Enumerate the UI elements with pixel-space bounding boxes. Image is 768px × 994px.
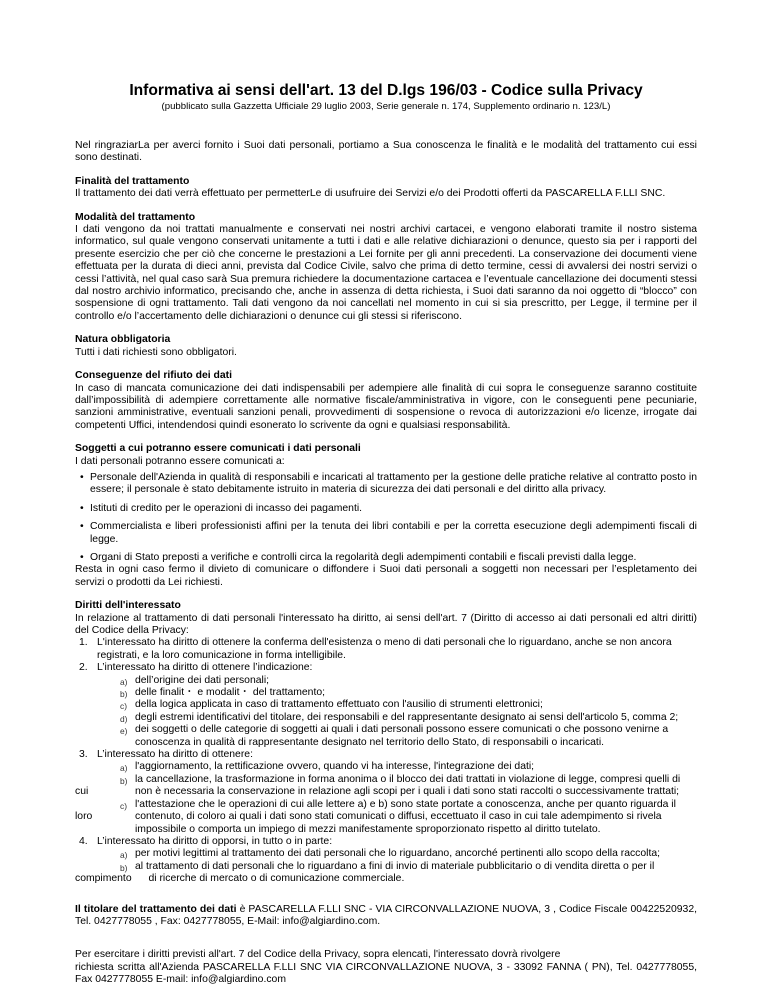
section-finalita xyxy=(75,176,697,201)
sub-text: l'attestazione che le operazioni di cui alle lettere a) e b) sono state portate a conoscenza, anche per quanto riguarda il contenuto, di coloro ai quali i dati sono stati comunicati o diffusi, eccettuato il caso in cui tale adempimento si rivela impossibile o comporta un impiego di mezzi manifestamente sproporzionato rispetto al diritto tutelato. xyxy=(135,798,676,835)
item-number: 2. xyxy=(79,662,88,674)
section-soggetti xyxy=(75,443,697,589)
section-title: Diritti dell'interessato xyxy=(75,600,181,612)
document-page xyxy=(75,82,697,987)
section-text: Il trattamento dei dati verrà effettuato per permetterLe di usufruire dei Servizi e/o dei Prodotti offerti da PASCARELLA F.LLI SNC. xyxy=(75,188,666,200)
sub-list xyxy=(120,674,697,749)
sub-item xyxy=(120,674,697,687)
list-item xyxy=(75,637,697,662)
sub-letter: c) xyxy=(120,701,127,712)
sub-text: della logica applicata in caso di trattamento effettuato con l'ausilio di strumenti elettronici; xyxy=(135,699,543,711)
list-item xyxy=(75,836,697,886)
section-natura xyxy=(75,334,697,359)
sub-item xyxy=(120,699,697,712)
document-title: Informativa ai sensi dell'art. 13 del D.lgs 196/03 - Codice sulla Privacy xyxy=(129,82,643,99)
section-modalita xyxy=(75,212,697,324)
sub-item xyxy=(120,860,697,873)
sub-letter: e) xyxy=(120,726,128,737)
continuation-line xyxy=(75,873,697,885)
sub-text: al trattamento di dati personali che lo riguardano a fini di invio di materiale pubblicitario o di vendita diretta o per il xyxy=(135,860,655,872)
sub-letter: b) xyxy=(120,689,128,700)
titolare-text: è PASCARELLA F.LLI SNC - VIA CIRCONVALLAZIONE NUOVA, 3 , Codice Fiscale 00422520932, Tel. 0427778055 , Fax: 0427778055, E-Mail: info@algiardino.com. xyxy=(75,903,697,927)
sub-item xyxy=(75,773,697,799)
section-title: Finalità del trattamento xyxy=(75,175,190,187)
sub-letter: d) xyxy=(120,713,128,724)
esercizio-line: richiesta scritta all'Azienda PASCARELLA F.LLI SNC VIA CIRCONVALLAZIONE NUOVA, 3 - 33092 FANNA ( PN), Tel. 0427778055, Fax 0427778055 E-mail: info@algiardino.com xyxy=(75,961,697,986)
esercizio-paragraph xyxy=(75,949,697,986)
titolare-label: Il titolare del trattamento dei dati xyxy=(75,903,237,915)
sub-item xyxy=(120,687,697,700)
sub-text: delle finalit・ e modalit・ del trattamento; xyxy=(135,687,326,699)
item-number: 1. xyxy=(79,637,88,649)
sub-letter: b) xyxy=(120,862,128,873)
titolare-paragraph xyxy=(75,904,697,929)
section-title: Natura obbligatoria xyxy=(75,334,171,346)
sub-letter: a) xyxy=(120,676,128,687)
side-word: cui xyxy=(75,785,89,797)
section-text: I dati vengono da noi trattati manualmente e conservati nei nostri archivi cartacei, e vengono elaborati tramite il nostro sistema informatico, sul quale vengono conservati unitamente a tutti i dati e alle relative dichiarazioni o denunce, questo sia per i rapporti del presente esercizio che per ciò che concerne le prestazioni a Lei fornite per gli anni precedenti. La conservazione dei documenti viene effettuata per la durata di dieci anni, prevista dal Codice Civile, salvo che prima di detto termine, cessi di avvalersi dei nostri servizi o cessi l’attività, nel qual caso sarà Sua premura richiedere la documentazione cartacea e l’eventuale cancellazione dei documenti stessi dal nostro archivio informatico, precisando che, anche in assenza di detta richiesta, i Suoi dati saranno da noi oggetto di “blocco” con sospensione di ogni trattamento. Tali dati vengono da noi cancellati nel momento in cui si sia prescritto, per Legge, il termine per il controllo e/o l’accertamento delle dichiarazioni o denunce cui gli stessi si riferiscono. xyxy=(75,224,697,322)
sub-text: per motivi legittimi al trattamento dei dati personali che lo riguardano, ancorché pertinenti allo scopo della raccolta; xyxy=(135,848,661,860)
section-diritti xyxy=(75,600,697,885)
section-title: Modalità del trattamento xyxy=(75,211,196,223)
section-intro: In relazione al trattamento di dati personali l'interessato ha diritto, ai sensi dell'art. 7 (Diritto di accesso ai dati personali ed altri diritti) del Codice della Privacy: xyxy=(75,612,697,636)
list-item: • Organi di Stato preposti a verifiche e controlli circa la regolarità degli adempimenti contabili e fiscali previsti dalla legge. xyxy=(75,552,697,564)
item-text: L’interessato ha diritto di ottenere: xyxy=(97,749,253,761)
sub-text: l'aggiornamento, la rettificazione ovvero, quando vi ha interesse, l'integrazione dei dati; xyxy=(135,761,535,773)
section-intro: I dati personali potranno essere comunicati a: xyxy=(75,455,285,467)
sub-list xyxy=(75,761,697,835)
section-text: In caso di mancata comunicazione dei dati indispensabili per adempiere alle finalità di cui sopra le conseguenze saranno costituite dall’impossibilità di adempiere correttamente alle normative fiscale/amministrativa in vigore, con le conseguenti pene pecuniarie, sanzioni amministrative, eventuali sanzioni penali, provvedimenti di sospensione o revoca di autorizzazioni e/o licenze, irrogate dai competenti Uffici, intendendosi quindi esonerato lo scrivente da ogni e qualsiasi responsabilità. xyxy=(75,382,697,431)
item-number: 4. xyxy=(79,835,88,847)
section-outro: Resta in ogni caso fermo il divieto di comunicare o diffondere i Suoi dati personali a soggetti non necessari per l’espletamento dei servizi o prodotti da Lei richiesti. xyxy=(75,564,697,588)
sub-letter: b) xyxy=(120,775,128,786)
section-title: Conseguenze del rifiuto dei dati xyxy=(75,370,233,382)
sub-letter: a) xyxy=(120,763,128,774)
item-text: L’interessato ha diritto di opporsi, in tutto o in parte: xyxy=(97,835,333,847)
section-conseguenze xyxy=(75,370,697,432)
sub-text: la cancellazione, la trasformazione in forma anonima o il blocco dei dati trattati in violazione di legge, compresi quelli di non è necessaria la conservazione in relazione agli scopi per i quali i dati sono stati raccolti o successivamente trattati; xyxy=(135,773,681,798)
sub-item xyxy=(120,711,697,724)
sub-list xyxy=(120,848,697,873)
continuation-text: di ricerche di mercato o di comunicazione commerciale. xyxy=(148,873,405,885)
sub-text: degli estremi identificativi del titolare, dei responsabili e del rappresentante designato ai sensi dell'articolo 5, comma 2; xyxy=(135,711,679,723)
list-item: • Personale dell'Azienda in qualità di responsabili e incaricati al trattamento per la gestione delle pratiche relative al contratto posto in essere; il personale è stato debitamente istruito in materia di sicurezza dei dati personali e del diritto alla privacy. xyxy=(75,472,697,497)
section-title: Soggetti a cui potranno essere comunicati i dati personali xyxy=(75,443,361,455)
sub-text: dell’origine dei dati personali; xyxy=(135,674,270,686)
sub-item xyxy=(120,724,697,749)
sub-letter: a) xyxy=(120,850,128,861)
side-word: loro xyxy=(75,810,93,822)
esercizio-line: Per esercitare i diritti previsti all'art. 7 del Codice della Privacy, sopra elencati, l'interessato dovrà rivolgere xyxy=(75,949,561,961)
item-text: L’interessato ha diritto di ottenere l’indicazione: xyxy=(97,662,313,674)
sub-item xyxy=(120,761,697,774)
document-subtitle: (pubblicato sulla Gazzetta Ufficiale 29 luglio 2003, Serie generale n. 174, Supplemento ordinario n. 123/L) xyxy=(161,101,611,112)
sub-letter: c) xyxy=(120,800,127,811)
list-item: • Commercialista e liberi professionisti affini per la tenuta dei libri contabili e per la corretta esecuzione degli adempimenti fiscali di legge. xyxy=(75,521,697,546)
sub-item xyxy=(75,798,697,836)
intro-paragraph: Nel ringraziarLa per averci fornito i Suoi dati personali, portiamo a Sua conoscenza le finalità e le modalità del trattamento cui essi sono destinati. xyxy=(75,140,697,164)
sub-text: dei soggetti o delle categorie di soggetti ai quali i dati personali possono essere comunicati o che possono venirne a conoscenza in qualità di rappresentante designato nel territorio dello Stato, di responsabili o incaricati. xyxy=(135,724,669,748)
rights-list xyxy=(75,637,697,885)
list-item xyxy=(75,749,697,836)
list-item xyxy=(75,662,697,749)
recipients-list xyxy=(75,472,697,564)
item-text: L'interessato ha diritto di ottenere la conferma dell'esistenza o meno di dati personali che lo riguardano, anche se non ancora registrati, e la loro comunicazione in forma intelligibile. xyxy=(97,637,672,661)
item-number: 3. xyxy=(79,749,88,761)
section-text: Tutti i dati richiesti sono obbligatori. xyxy=(75,346,237,358)
list-item: • Istituti di credito per le operazioni di incasso dei pagamenti. xyxy=(75,503,697,515)
side-word: compimento xyxy=(75,873,132,885)
sub-item xyxy=(120,848,697,861)
